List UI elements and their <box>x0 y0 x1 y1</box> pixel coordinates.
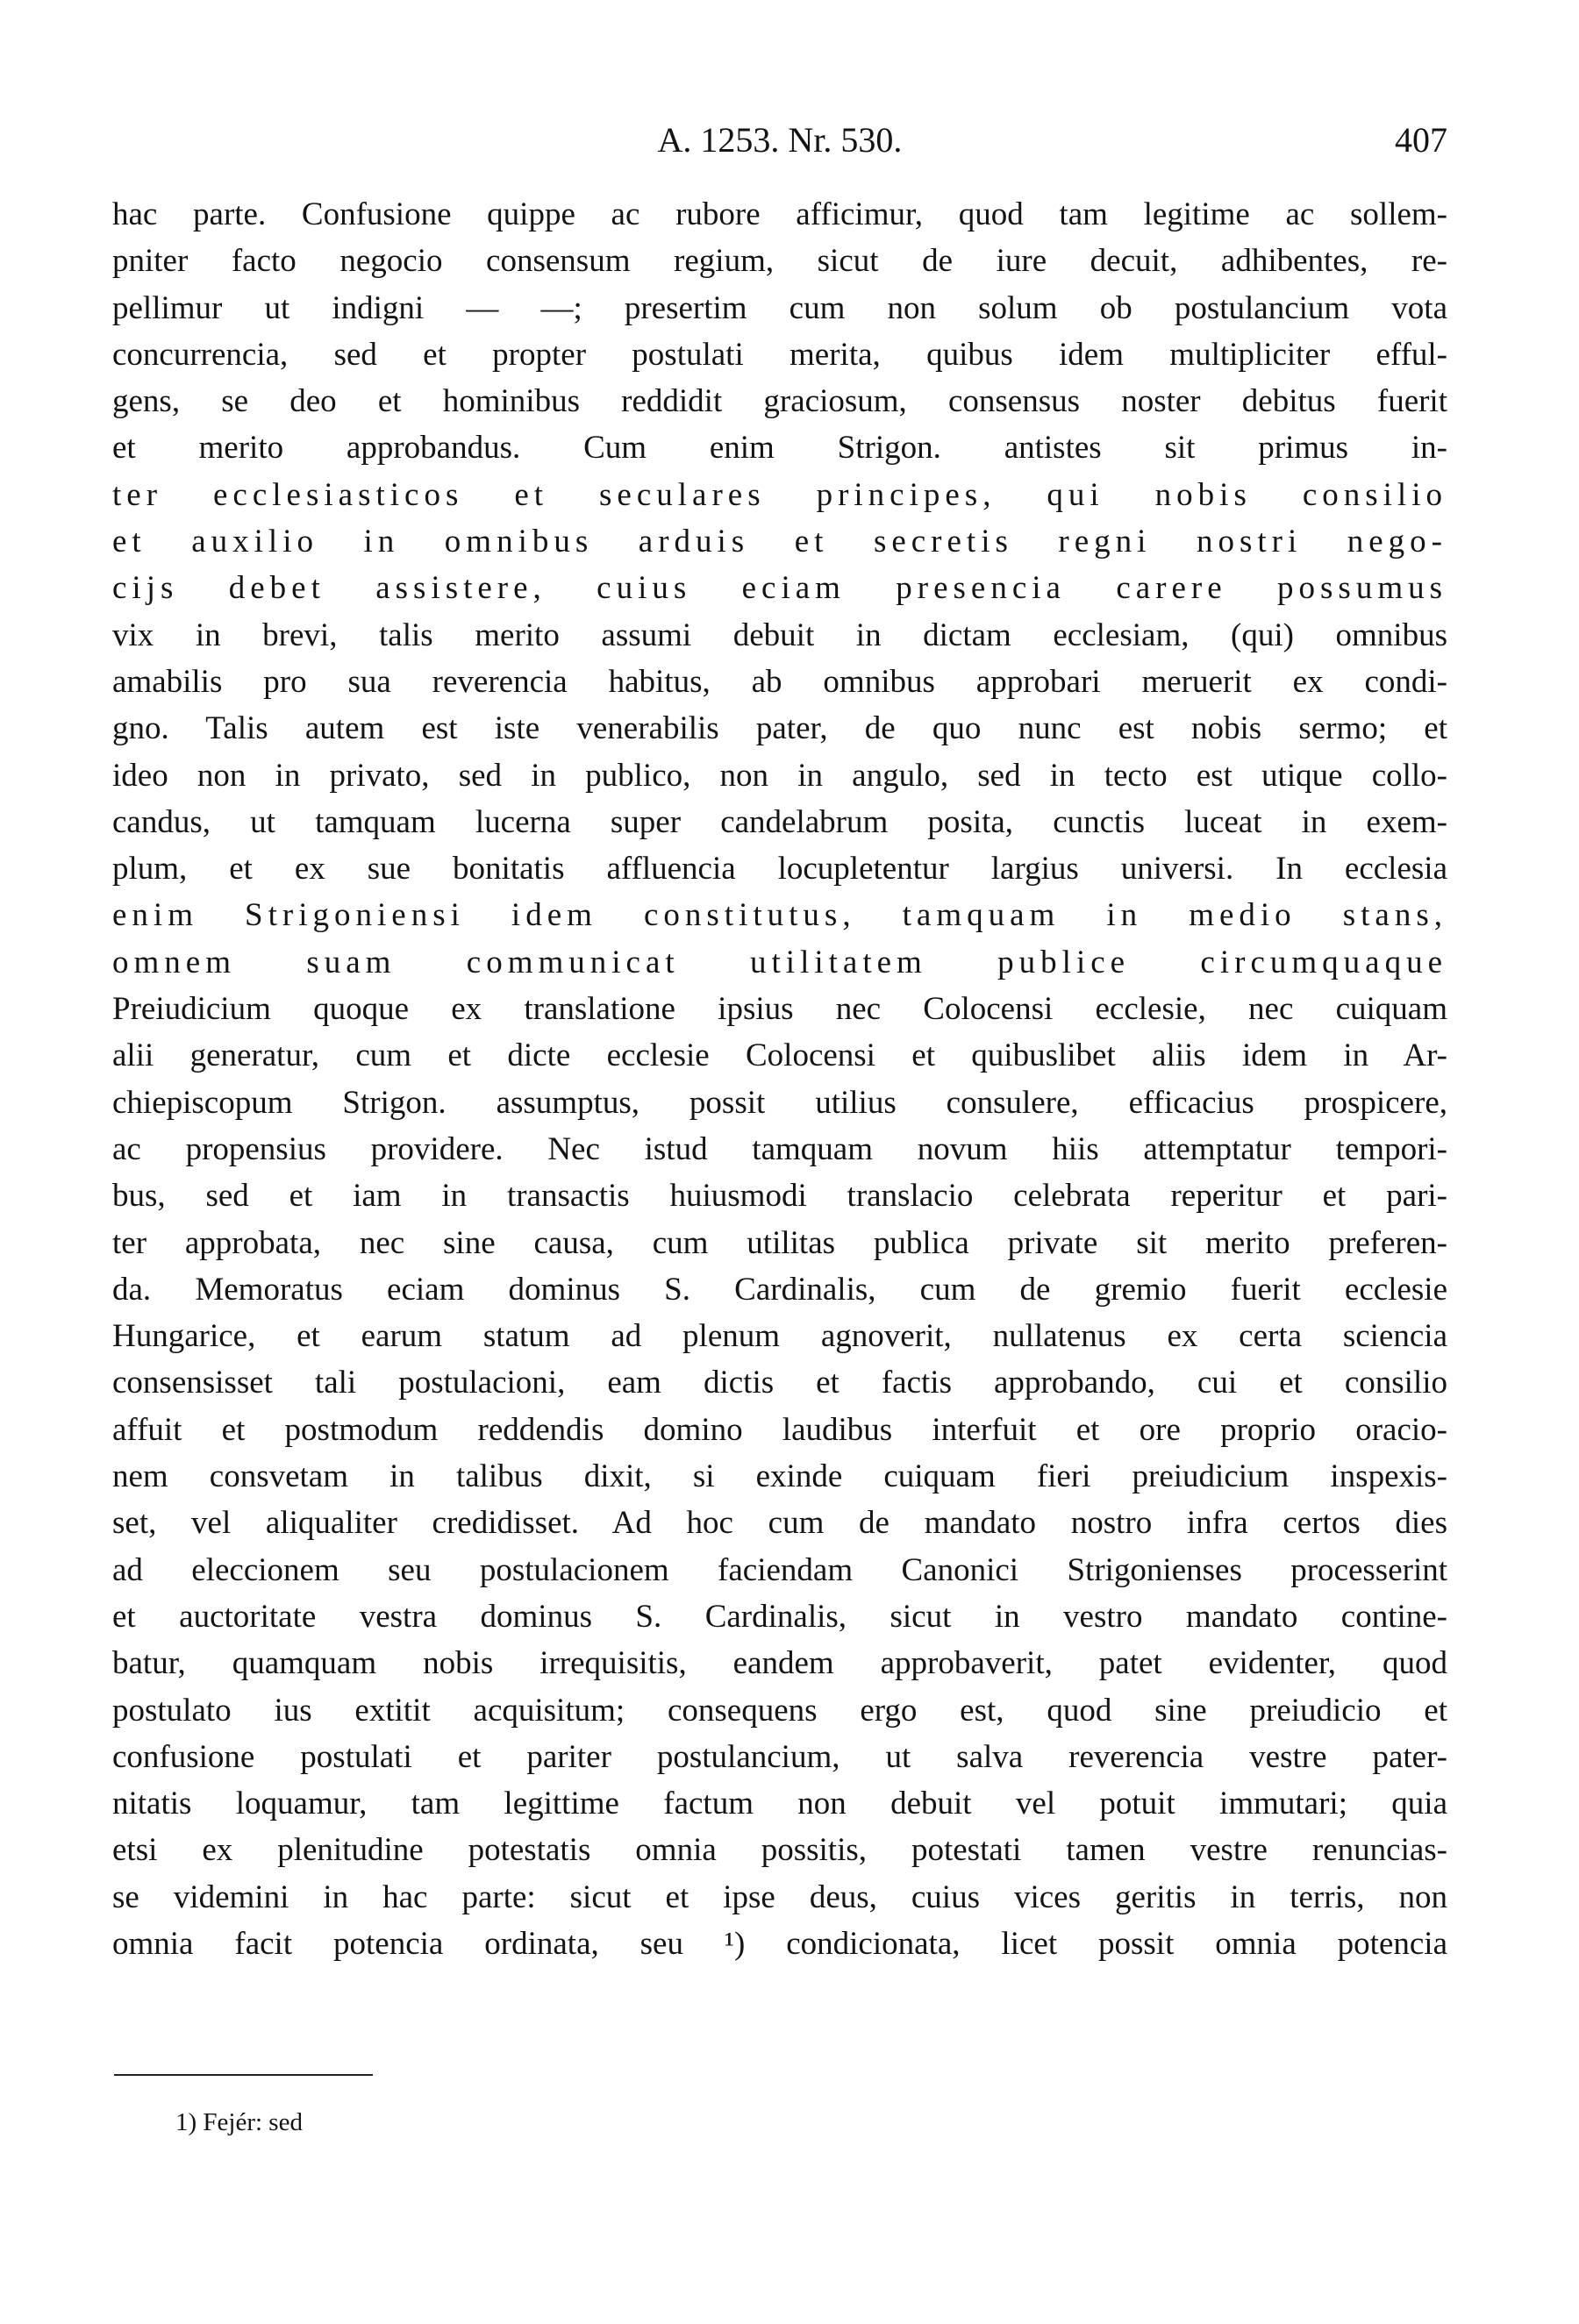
text-line: batur, quamquam nobis irrequisitis, eandem approbaverit, patet evidenter, quod <box>112 1645 1447 1682</box>
text-line: ter approbata, nec sine causa, cum utilitas publica private sit merito preferen- <box>112 1224 1447 1261</box>
text-line: omnia facit potencia ordinata, seu ¹) condicionata, licet possit omnia potencia <box>112 1925 1447 1962</box>
text-line: Hungarice, et earum statum ad plenum agnoverit, nullatenus ex certa sciencia <box>112 1318 1447 1355</box>
text-line: affuit et postmodum reddendis domino laudibus interfuit et ore proprio oracio- <box>112 1411 1447 1448</box>
page-number: 407 <box>1395 120 1447 160</box>
text-line: gens, se deo et hominibus reddidit graciosum, consensus noster debitus fuerit <box>112 383 1447 420</box>
text-line: nem consvetam in talibus dixit, si exinde cuiquam fieri preiudicium inspexis- <box>112 1458 1447 1495</box>
text-line: candus, ut tamquam lucerna super candelabrum posita, cunctis luceat in exem- <box>112 803 1447 840</box>
text-line-spaced: omnem suam communicat utilitatem publice circumquaque <box>112 944 1447 980</box>
text-line: amabilis pro sua reverencia habitus, ab omnibus approbari meruerit ex condi- <box>112 663 1447 700</box>
text-line: ad eleccionem seu postulacionem faciendam Canonici Strigonienses processerint <box>112 1551 1447 1588</box>
text-line: se videmini in hac parte: sicut et ipse deus, cuius vices geritis in terris, non <box>112 1878 1447 1915</box>
running-title: A. 1253. Nr. 530. <box>657 120 903 160</box>
text-line: alii generatur, cum et dicte ecclesie Colocensi et quibuslibet aliis idem in Ar- <box>112 1037 1447 1074</box>
body-text <box>112 191 1447 1967</box>
text-line: concurrencia, sed et propter postulati merita, quibus idem multipliciter efful- <box>112 336 1447 373</box>
text-line: nitatis loquamur, tam legittime factum non debuit vel potuit immutari; quia <box>112 1786 1447 1822</box>
footnote-separator <box>114 2074 373 2076</box>
text-line-spaced: et auxilio in omnibus arduis et secretis regni nostri nego- <box>112 524 1447 560</box>
text-line: gno. Talis autem est iste venerabilis pater, de quo nunc est nobis sermo; et <box>112 710 1447 747</box>
page-header <box>112 114 1447 167</box>
text-line-spaced: cijs debet assistere, cuius eciam presencia carere possumus <box>112 570 1447 607</box>
text-line-spaced: ter ecclesiasticos et seculares principes, qui nobis consilio <box>112 476 1447 513</box>
text-line: vix in brevi, talis merito assumi debuit in dictam ecclesiam, (qui) omnibus <box>112 617 1447 653</box>
text-line: bus, sed et iam in transactis huiusmodi translacio celebrata reperitur et pari- <box>112 1178 1447 1215</box>
text-line: pellimur ut indigni — —; presertim cum non solum ob postulancium vota <box>112 289 1447 326</box>
text-line: et auctoritate vestra dominus S. Cardinalis, sicut in vestro mandato contine- <box>112 1598 1447 1635</box>
text-line: ideo non in privato, sed in publico, non in angulo, sed in tecto est utique collo- <box>112 757 1447 794</box>
text-line: da. Memoratus eciam dominus S. Cardinalis, cum de gremio fuerit ecclesie <box>112 1271 1447 1308</box>
text-line: Preiudicium quoque ex translatione ipsius nec Colocensi ecclesie, nec cuiquam <box>112 991 1447 1028</box>
text-line: chiepiscopum Strigon. assumptus, possit utilius consulere, efficacius prospicere, <box>112 1084 1447 1121</box>
text-line: etsi ex plenitudine potestatis omnia possitis, potestati tamen vestre renuncias- <box>112 1832 1447 1869</box>
text-line: postulato ius extitit acquisitum; consequens ergo est, quod sine preiudicio et <box>112 1692 1447 1729</box>
text-line: set, vel aliqualiter credidisset. Ad hoc cum de mandato nostro infra certos dies <box>112 1505 1447 1542</box>
text-line: ac propensius providere. Nec istud tamquam novum hiis attemptatur tempori- <box>112 1130 1447 1167</box>
text-line: plum, et ex sue bonitatis affluencia locupletentur largius universi. In ecclesia <box>112 851 1447 888</box>
text-line: consensisset tali postulacioni, eam dictis et factis approbando, cui et consilio <box>112 1365 1447 1401</box>
text-line-spaced: enim Strigoniensi idem constitutus, tamquam in medio stans, <box>112 897 1447 934</box>
text-line: et merito approbandus. Cum enim Strigon. antistes sit primus in- <box>112 430 1447 467</box>
text-line: confusione postulati et pariter postulancium, ut salva reverencia vestre pater- <box>112 1738 1447 1775</box>
footnote: 1) Fejér: sed <box>175 2108 303 2136</box>
text-line: hac parte. Confusione quippe ac rubore afficimur, quod tam legitime ac sollem- <box>112 196 1447 232</box>
text-line: pniter facto negocio consensum regium, sicut de iure decuit, adhibentes, re- <box>112 243 1447 280</box>
